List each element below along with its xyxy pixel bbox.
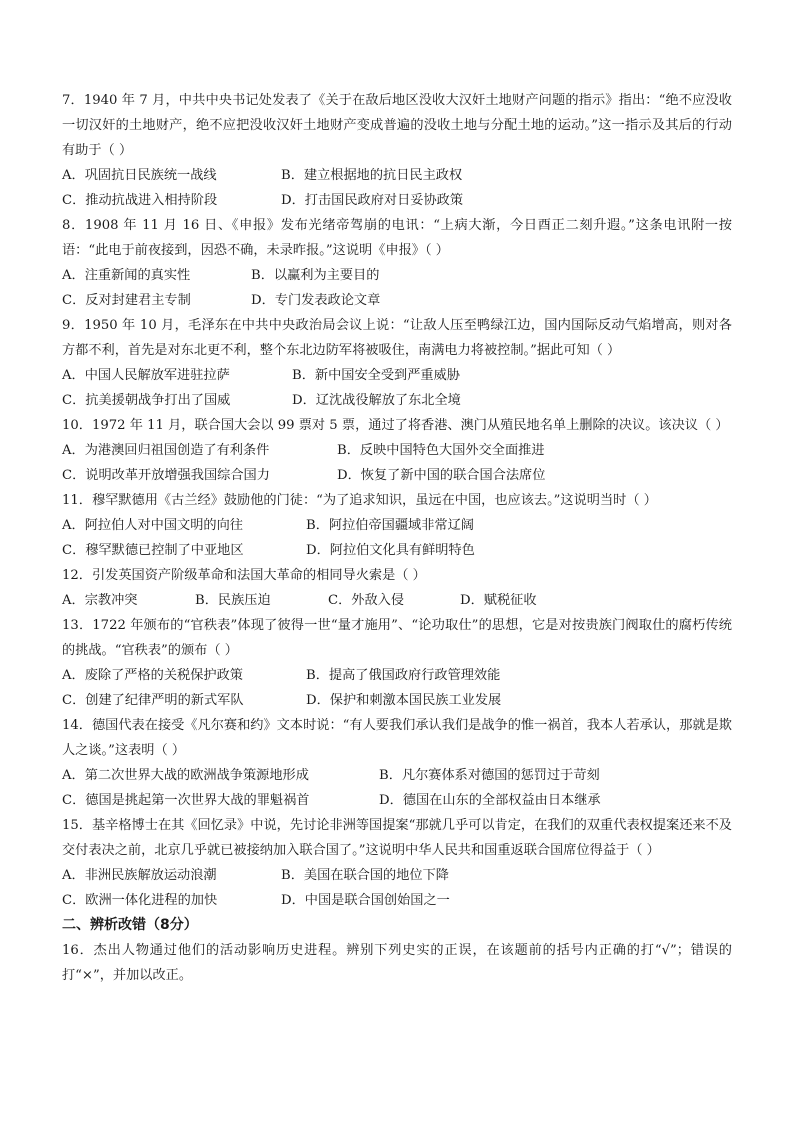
question-12 [62, 563, 732, 613]
question-15 [62, 813, 732, 913]
option-b: B．提高了俄国政府行政管理效能 [306, 668, 501, 683]
question-text: 9．1950 年 10 月，毛泽东在中共中央政治局会议上说：“让敌人压至鸭绿江边，国内国际反动气焰增高，则对各方都不利，首先是对东北更不利，整个东北边防军将被吸住，南满电力将被控制。”据此可知（ ） [62, 318, 732, 358]
option-d: D．恢复了新中国的联合国合法席位 [337, 468, 546, 483]
option-c: C．推动抗战进入相持阶段 [62, 193, 218, 208]
question-text: 12．引发英国资产阶级革命和法国大革命的相同导火索是（ ） [62, 568, 426, 583]
section-title: 二、辨析改错（8分） [62, 917, 198, 933]
option-d: D．阿拉伯文化具有鲜明特色 [306, 543, 475, 558]
option-a: A．中国人民解放军进驻拉萨 [62, 368, 230, 383]
question-text: 15．基辛格博士在其《回忆录》中说，先讨论非洲等国提案“那就几乎可以肯定，在我们的双重代表权提案还来不及交付表决之前，北京几乎就已被接纳加入联合国了。”这说明中华人民共和国重返联合国席位得益于（ ） [62, 818, 732, 858]
question-text: 7．1940 年 7 月，中共中央书记处发表了《关于在敌后地区没收大汉奸土地财产问题的指示》指出：“绝不应没收一切汉奸的土地财产，绝不应把没收汉奸土地财产变成普遍的没收土地与分配土地的运动。”这一指示及其后的行动有助于（ ） [62, 93, 732, 158]
question-13 [62, 613, 732, 713]
question-8 [62, 213, 732, 313]
question-text: 14．德国代表在接受《凡尔赛和约》文本时说：“有人要我们承认我们是战争的惟一祸首，我本人若承认，那就是欺人之谈。”这表明（ ） [62, 718, 732, 758]
options [62, 163, 732, 213]
options [62, 513, 732, 563]
question-9 [62, 313, 732, 413]
question-11 [62, 488, 732, 563]
option-d: D．辽沈战役解放了东北全境 [292, 393, 461, 408]
options [62, 588, 732, 613]
question-10 [62, 413, 732, 488]
option-d: D．专门发表政论文章 [251, 293, 381, 308]
question-16-text: 16．杰出人物通过他们的活动影响历史进程。辨别下列史实的正误，在该题前的括号内正确的打“√”；错误的打“×”，并加以改正。 [62, 943, 732, 983]
question-text: 10．1972 年 11 月，联合国大会以 99 票对 5 票，通过了将香港、澳门从殖民地名单上删除的决议。该决议（ ） [62, 418, 729, 433]
option-a: A．注重新闻的真实性 [62, 268, 191, 283]
option-c: C．欧洲一体化进程的加快 [62, 893, 218, 908]
question-text: 13．1722 年颁布的“官秩表”体现了彼得一世“量才施用”、“论功取仕”的思想，它是对按贵族门阀取仕的腐朽传统的挑战。“官秩表”的颁布（ ） [62, 618, 732, 658]
question-text: 8．1908 年 11 月 16 日、《申报》发布光绪帝驾崩的电讯：“上病大渐，今日酉正二刻升遐。”这条电讯附一按语：“此电于前夜接到，因恐不确，未录昨报。”这说明《申报》（ ） [62, 218, 732, 258]
option-d: D．德国在山东的全部权益由日本继承 [379, 793, 601, 808]
options [62, 763, 732, 813]
option-c: C．抗美援朝战争打出了国威 [62, 393, 231, 408]
options [62, 663, 732, 713]
question-text: 11．穆罕默德用《古兰经》鼓励他的门徒：“为了追求知识，虽远在中国，也应该去。”这说明当时（ ） [62, 493, 657, 508]
options [62, 438, 732, 488]
option-d: D．保护和刺激本国民族工业发展 [306, 693, 502, 708]
option-d: D．赋税征收 [460, 593, 537, 608]
option-c: C．外敌入侵 [328, 593, 405, 608]
option-b: B．建立根据地的抗日民主政权 [281, 168, 463, 183]
exam-page [62, 88, 732, 988]
option-b: B．凡尔赛体系对德国的惩罚过于苛刻 [379, 768, 600, 783]
option-d: D．打击国民政府对日妥协政策 [281, 193, 464, 208]
option-c: C．穆罕默德已控制了中亚地区 [62, 543, 244, 558]
option-a: A．废除了严格的关税保护政策 [62, 668, 243, 683]
question-7 [62, 88, 732, 213]
option-a: A．非洲民族解放运动浪潮 [62, 868, 217, 883]
options [62, 263, 732, 313]
question-14 [62, 713, 732, 813]
option-a: A．为港澳回归祖国创造了有利条件 [62, 443, 270, 458]
option-b: B．阿拉伯帝国疆域非常辽阔 [306, 518, 474, 533]
option-b: B．民族压迫 [195, 593, 271, 608]
option-b: B．以赢利为主要目的 [251, 268, 380, 283]
option-c: C．反对封建君主专制 [62, 293, 191, 308]
option-c: C．德国是挑起第一次世界大战的罪魁祸首 [62, 793, 310, 808]
option-b: B．反映中国特色大国外交全面推进 [337, 443, 545, 458]
option-a: A．第二次世界大战的欧洲战争策源地形成 [62, 768, 309, 783]
option-a: A．巩固抗日民族统一战线 [62, 168, 217, 183]
option-b: B．美国在联合国的地位下降 [281, 868, 449, 883]
option-b: B．新中国安全受到严重威胁 [292, 368, 460, 383]
options [62, 363, 732, 413]
option-c: C．说明改革开放增强我国综合国力 [62, 468, 270, 483]
option-a: A．宗教冲突 [62, 593, 138, 608]
option-d: D．中国是联合国创始国之一 [281, 893, 450, 908]
options [62, 863, 732, 913]
option-a: A．阿拉伯人对中国文明的向往 [62, 518, 243, 533]
option-c: C．创建了纪律严明的新式军队 [62, 693, 244, 708]
